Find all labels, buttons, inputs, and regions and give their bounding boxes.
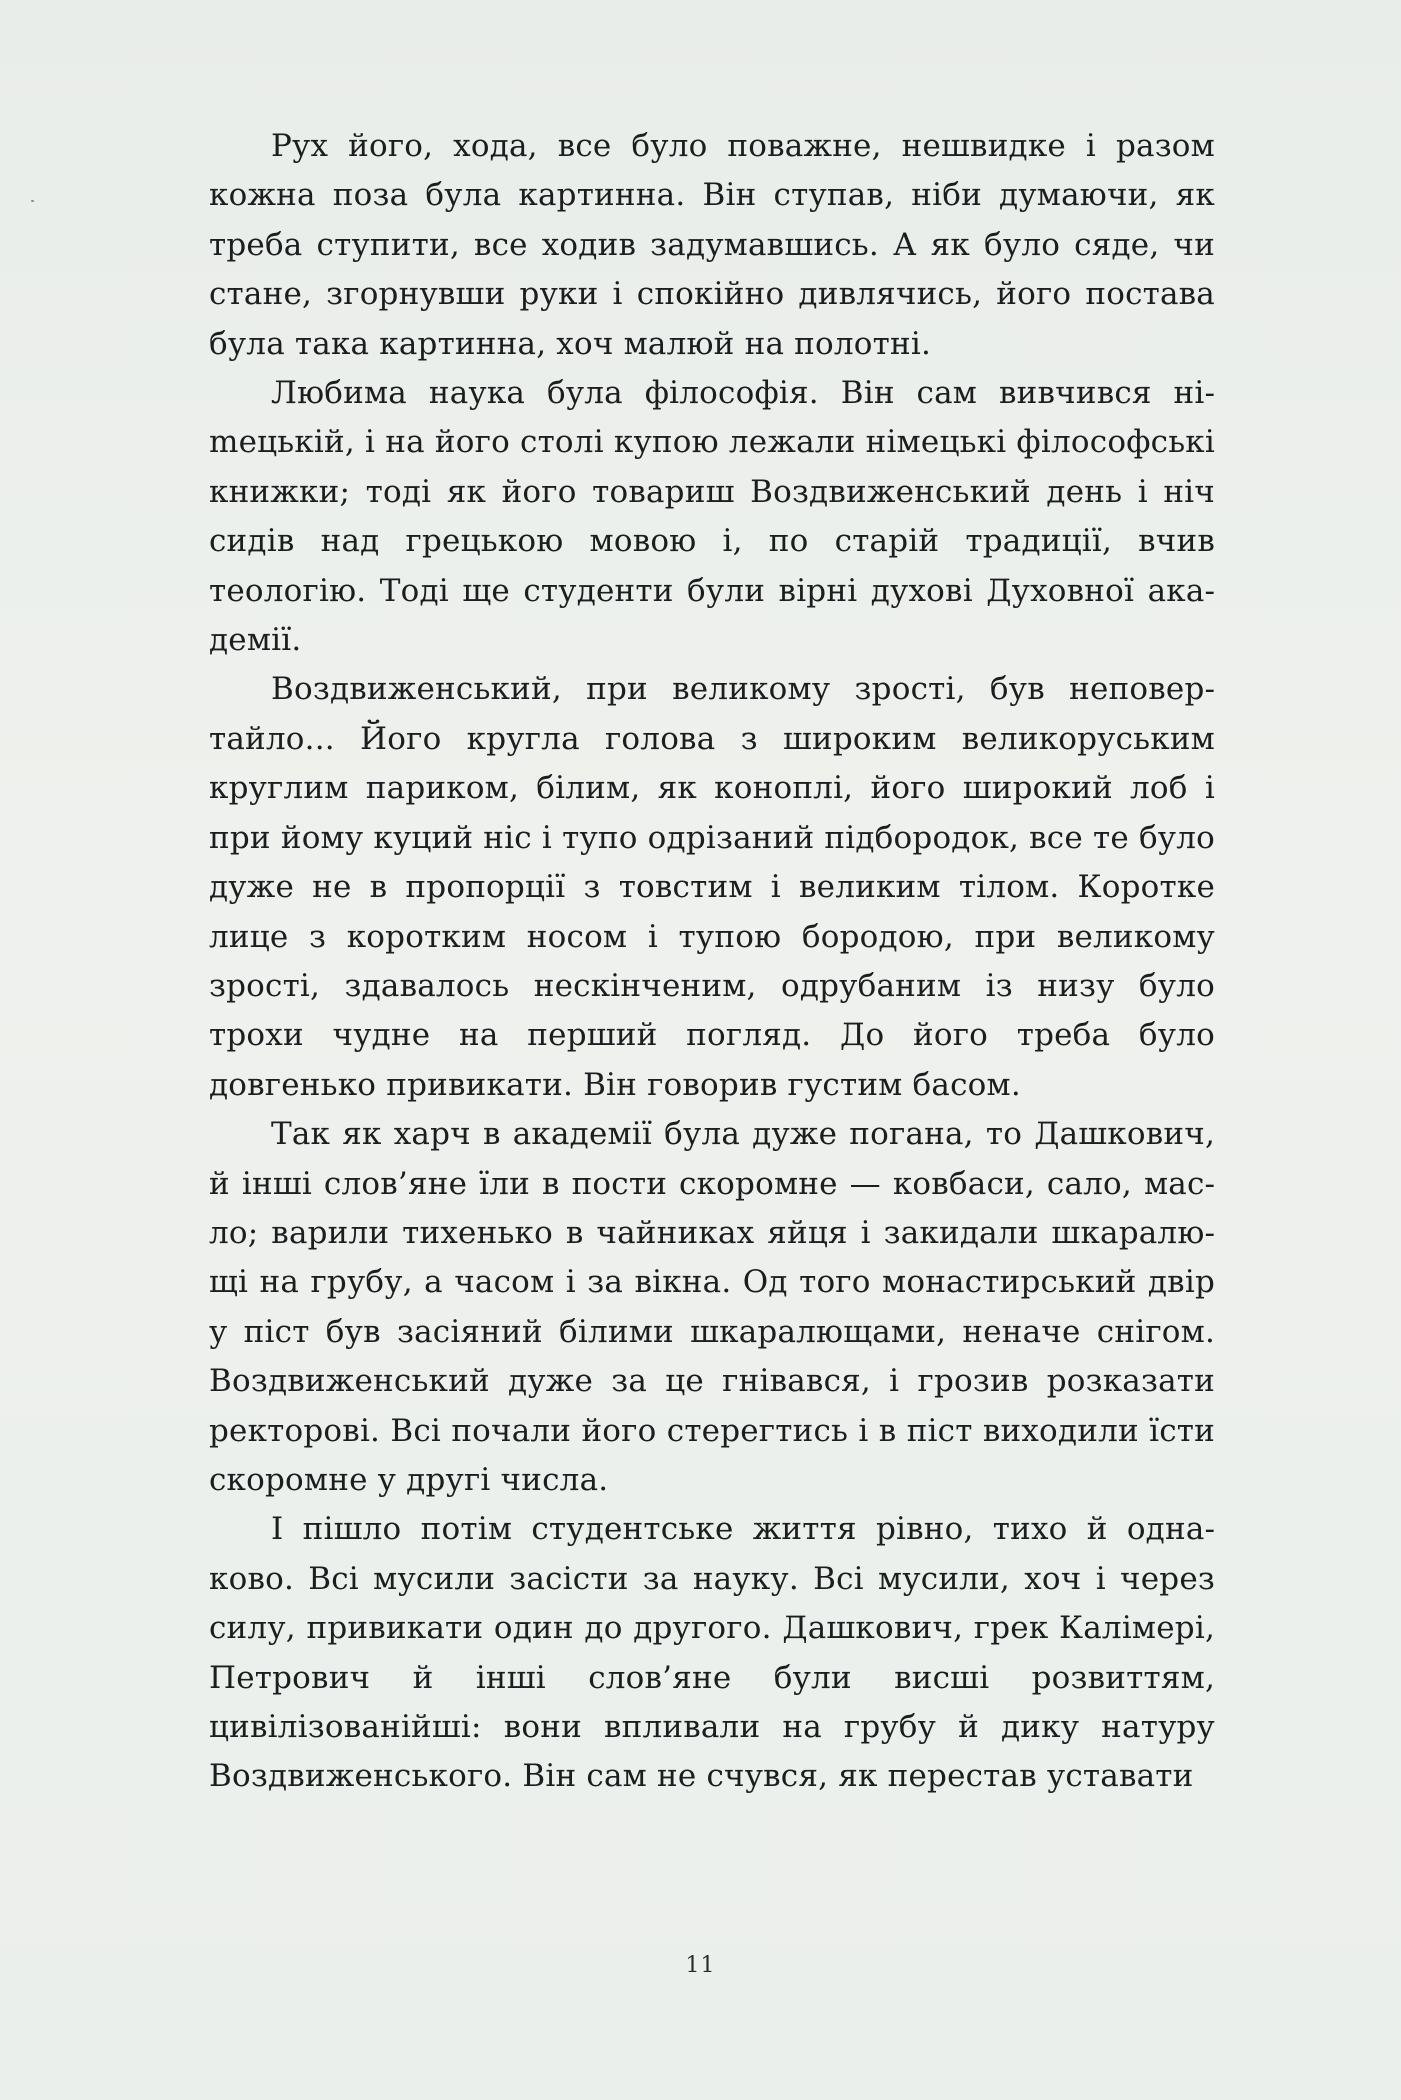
body-text <box>209 122 1215 1802</box>
page-number: 11 <box>685 1953 716 1978</box>
paragraph-2: Любима наука була філософія. Він сам вивчився ніmецькій, і на його столі купою лежали німецькі філософські книжки; тоді як його товариш Воздвиженський день і ніч сидів над грецькою мовою і, по старій традиції, вчив теологію. Тоді ще студенти були вірні духові Духовної академії. <box>209 375 1215 659</box>
paragraph-4: Так як харч в академії була дуже погана, то Дашкович, й інші слов’яне їли в пости скоромне — ковбаси, сало, масло; варили тихенько в чайниках яйця і закидали шкаралющі на грубу, а часом і за вікна. Од того монастирський двір у піст був засіяний білими шкаралющами, неначе снігом. Воздвиженський дуже за це гнівався, і грозив розказати ректорові. Всі почали його стерегтись і в піст виходили їсти скоромне у другі числа. <box>209 1116 1215 1498</box>
paragraph-5: І пішло потім студентське життя рівно, тихо й однаково. Всі мусили засісти за науку. Всі мусили, хоч і через силу, привикати один до другого. Дашкович, грек Калімері, Петрович й інші слов’яне були висші розвиттям, цивілізованійші: вони впливали на грубу й дику натуру Воздвиженського. Він сам не счувся, як перестав уставати <box>209 1511 1215 1795</box>
paper-speck <box>31 200 34 202</box>
paragraph-1: Рух його, хода, все було поважне, нешвидке і разом кожна поза була картинна. Він ступав, ніби думаючи, як треба ступити, все ходив задумавшись. А як було сяде, чи стане, згорнувши руки і спокійно дивлячись, його постава була така картинна, хоч малюй на полотні. <box>209 128 1215 362</box>
paragraph-3: Воздвиженський, при великому зрості, був неповертайло... Його кругла голова з широким великоруським круглим париком, білим, як коноплі, його широкий лоб і при йому куций ніс і тупо одрізаний підбородок, все те було дуже не в пропорції з товстим і великим тілом. Коротке лице з коротким носом і тупою бородою, при великому зрості, здавалось нескінченим, одрубаним із низу було трохи чудне на перший погляд. До його треба було довгенько привикати. Він говорив густим басом. <box>209 671 1215 1103</box>
